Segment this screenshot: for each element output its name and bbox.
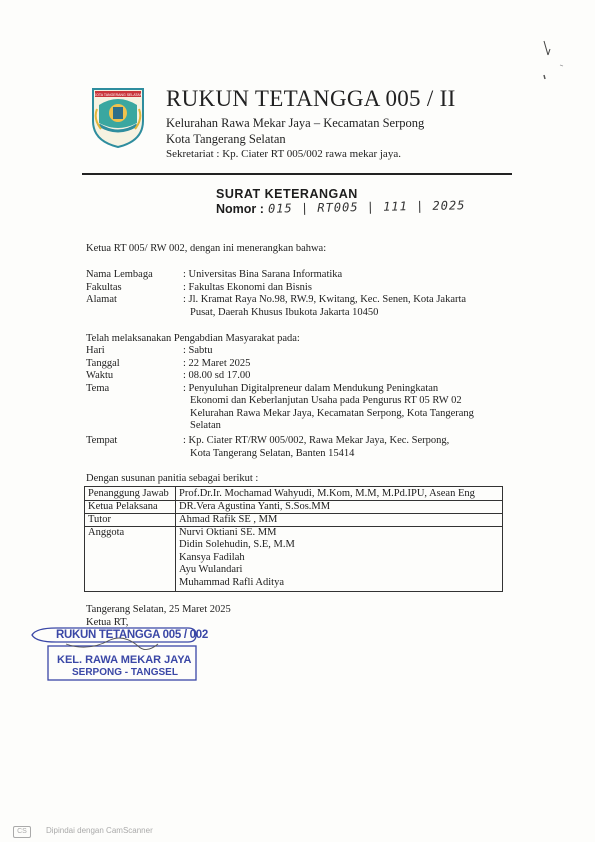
table-role-cell: Ketua Pelaksana [88, 501, 158, 512]
fakultas-label: Fakultas [86, 282, 122, 293]
table-name-cell: Muhammad Rafli Aditya [179, 577, 284, 588]
table-name-cell: DR.Vera Agustina Yanti, S.Sos.MM [179, 501, 331, 512]
tanggal-value: : 22 Maret 2025 [183, 358, 251, 369]
alamat-value-line2: Pusat, Daerah Khusus Ibukota Jakarta 10450 [190, 307, 379, 318]
table-name-cell: Ayu Wulandari [179, 564, 243, 575]
org-title: RUKUN TETANGGA 005 / II [166, 86, 456, 111]
nomor-label: Nomor : [216, 202, 264, 216]
tanggal-label: Tanggal [86, 358, 120, 369]
table-name-cell: Ahmad Rafik SE , MM [179, 514, 278, 525]
tempat-label: Tempat [86, 435, 118, 446]
header-divider [82, 173, 512, 175]
hari-value: : Sabtu [183, 345, 213, 356]
table-role-cell: Anggota [88, 527, 125, 538]
table-role-cell: Tutor [88, 514, 111, 525]
logo-text: KOTA TANGERANG SELATAN [93, 93, 143, 97]
opening-text: Ketua RT 005/ RW 002, dengan ini menerangkan bahwa: [86, 243, 327, 254]
tema-label: Tema [86, 383, 110, 394]
closing-signer-role: Ketua RT, [86, 617, 129, 628]
letter-title: SURAT KETERANGAN [216, 187, 358, 201]
lembaga-label: Nama Lembaga [86, 269, 153, 280]
hari-label: Hari [86, 345, 105, 356]
table-name-cell: Kansya Fadilah [179, 552, 245, 563]
tempat-value-line2: Kota Tangerang Selatan, Banten 15414 [190, 448, 355, 459]
tempat-value-line1: : Kp. Ciater RT/RW 005/002, Rawa Mekar Jaya, Kec. Serpong, [183, 435, 450, 446]
committee-intro: Dengan susunan panitia sebagai berikut : [86, 473, 259, 484]
table-row-divider [85, 513, 502, 514]
org-subtitle-city: Kota Tangerang Selatan [166, 132, 286, 146]
stamp-text-line1: RUKUN TETANGGA 005 / 002 [56, 629, 208, 641]
waktu-label: Waktu [86, 370, 114, 381]
camscanner-icon: CS [13, 826, 31, 838]
alamat-value-line1: : Jl. Kramat Raya No.98, RW.9, Kwitang, Kec. Senen, Kota Jakarta [183, 294, 467, 305]
tema-value-line3: Kelurahan Rawa Mekar Jaya, Kecamatan Serpong, Kota Tangerang [190, 408, 474, 419]
table-name-cell: Nurvi Oktiani SE. MM [179, 527, 277, 538]
stamp-text-line2: KEL. RAWA MEKAR JAYA [57, 654, 192, 666]
table-name-cell: Prof.Dr.Ir. Mochamad Wahyudi, M.Kom, M.M, M.Pd.IPU, Asean Eng [179, 488, 475, 499]
nomor-handwritten-value: 015 | RT005 | 111 | 2025 [267, 198, 466, 216]
activity-intro: Telah melaksanakan Pengabdian Masyarakat pada: [86, 333, 300, 344]
tema-value-line4: Selatan [190, 420, 221, 431]
waktu-value: : 08.00 sd 17.00 [183, 370, 251, 381]
table-row-divider [85, 526, 502, 527]
org-subtitle-kelurahan: Kelurahan Rawa Mekar Jaya – Kecamatan Serpong [166, 116, 425, 130]
lembaga-value: : Universitas Bina Sarana Informatika [183, 269, 343, 280]
table-role-cell: Penanggung Jawab [88, 488, 169, 499]
stamp-text-line3: SERPONG - TANGSEL [72, 667, 178, 678]
fakultas-value: : Fakultas Ekonomi dan Bisnis [183, 282, 312, 293]
table-name-cell: Didin Solehudin, S.E, M.M [179, 539, 295, 550]
camscanner-footer-text: Dipindai dengan CamScanner [46, 826, 153, 835]
closing-place-date: Tangerang Selatan, 25 Maret 2025 [86, 604, 231, 615]
org-secretariat: Sekretariat : Kp. Ciater RT 005/002 rawa mekar jaya. [166, 148, 401, 160]
tema-value-line2: Ekonomi dan Keberlanjutan Usaha pada Pengurus RT 05 RW 02 [190, 395, 462, 406]
scan-marks [530, 35, 570, 85]
alamat-label: Alamat [86, 294, 117, 305]
committee-table [84, 486, 503, 592]
tema-value-line1: : Penyuluhan Digitalpreneur dalam Mendukung Peningkatan [183, 383, 439, 394]
city-seal-logo [87, 85, 149, 149]
table-column-divider [175, 487, 176, 591]
